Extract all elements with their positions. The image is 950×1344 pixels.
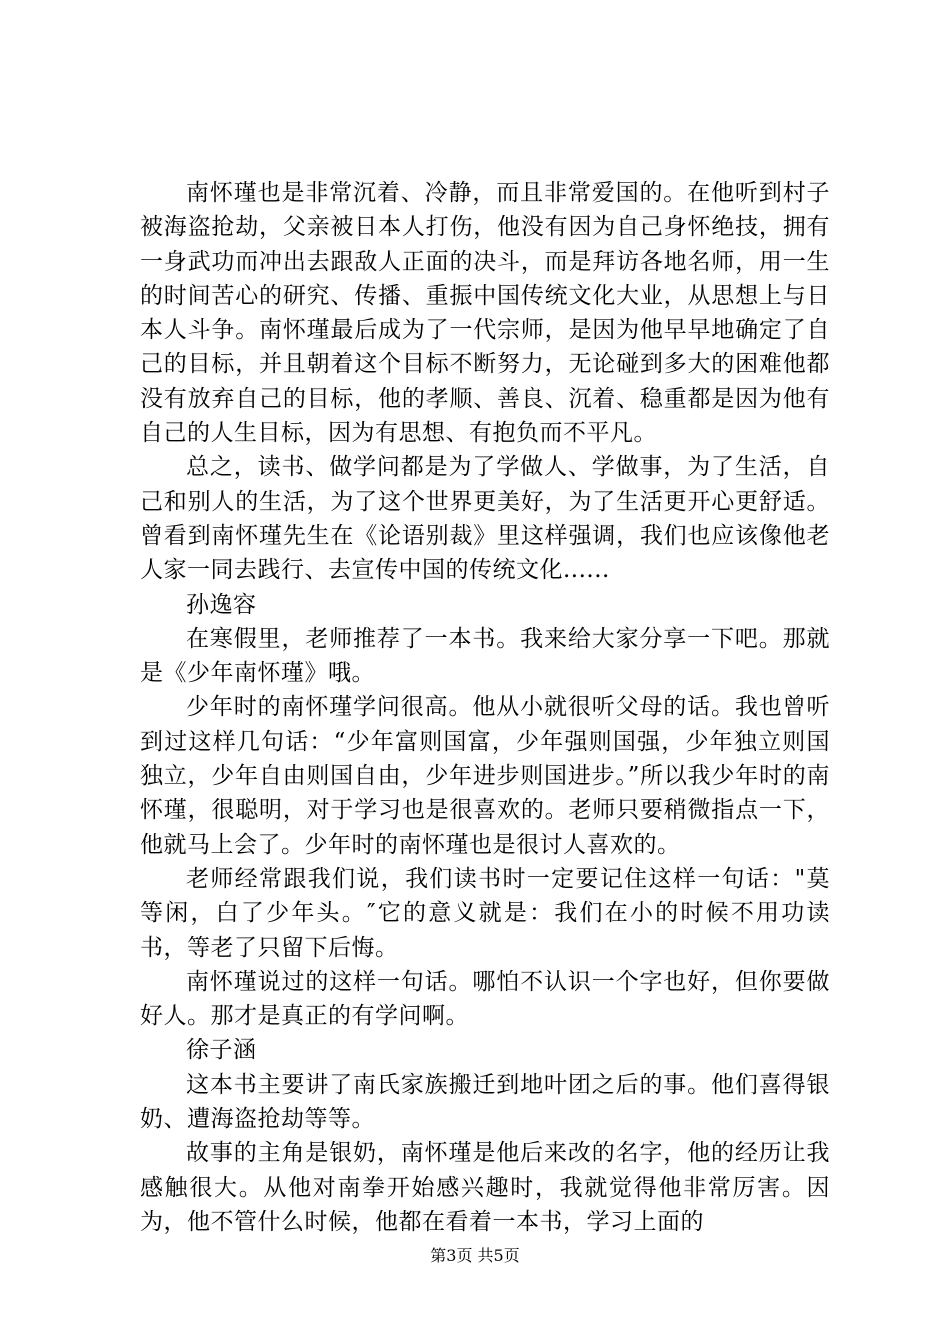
- paragraph: 故事的主角是银奶，南怀瑾是他后来改的名字，他的经历让我感触很大。从他对南拳开始感兴趣时，我就觉得他非常厉害。因为，他不管什么时候，他都在看着一本书，学习上面的: [140, 1140, 830, 1235]
- paragraph: 这本书主要讲了南氏家族搬迁到地叶团之后的事。他们喜得银奶、遭海盗抢劫等等。: [140, 1071, 830, 1133]
- author-name: 徐子涵: [186, 1037, 257, 1064]
- paragraph: 少年时的南怀瑾学问很高。他从小就很听父母的话。我也曾听到过这样几句话：“少年富则国富，少年强则国强，少年独立则国独立，少年自由则国自由，少年进步则国进步。”所以我少年时的南怀瑾，很聪明，对于学习也是很喜欢的。老师只要稍微指点一下，他就马上会了。少年时的南怀瑾也是很讨人喜欢的。: [140, 694, 830, 858]
- page-number-footer: 第3页 共5页: [430, 1246, 520, 1265]
- paragraph: 南怀瑾说过的这样一句话。哪怕不认识一个字也好，但你要做好人。那才是真正的有学问啊。: [140, 968, 830, 1030]
- page-body: [140, 176, 830, 1239]
- paragraph: 南怀瑾也是非常沉着、冷静，而且非常爱国的。在他听到村子被海盗抢劫，父亲被日本人打伤，他没有因为自己身怀绝技，拥有一身武功而冲出去跟敌人正面的决斗，而是拜访各地名师，用一生的时间苦心的研究、传播、重振中国传统文化大业，从思想上与日本人斗争。南怀瑾最后成为了一代宗师，是因为他早早地确定了自己的目标，并且朝着这个目标不断努力，无论碰到多大的困难他都没有放弃自己的目标，他的孝顺、善良、沉着、稳重都是因为他有自己的人生目标，因为有思想、有抱负而不平凡。: [140, 180, 830, 447]
- author-name: 孙逸容: [186, 591, 257, 618]
- paragraph: 总之，读书、做学问都是为了学做人、学做事，为了生活，自己和别人的生活，为了这个世界更美好，为了生活更开心更舒适。曾看到南怀瑾先生在《论语别裁》里这样强调，我们也应该像他老人家一同去践行、去宣传中国的传统文化......: [140, 454, 830, 584]
- paragraph: 在寒假里，老师推荐了一本书。我来给大家分享一下吧。那就是《少年南怀瑾》哦。: [140, 625, 830, 687]
- paragraph: 老师经常跟我们说，我们读书时一定要记住这样一句话："莫等闲，白了少年头。″它的意义就是：我们在小的时候不用功读书，等老了只留下后悔。: [140, 865, 830, 961]
